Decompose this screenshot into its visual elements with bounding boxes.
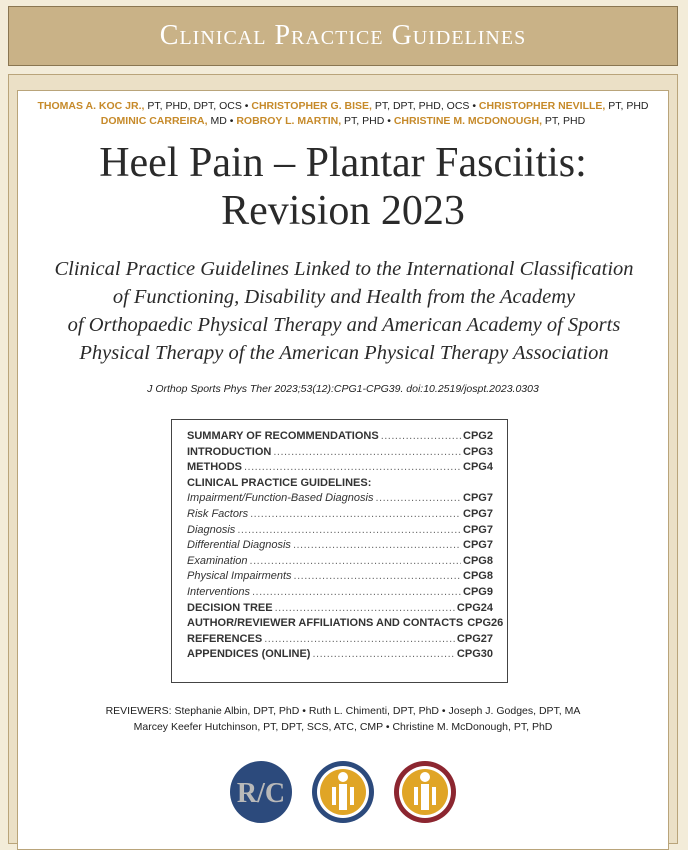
toc-entry[interactable] [187,570,493,586]
author-name: THOMAS A. KOC JR., [37,100,145,112]
toc-label: SUMMARY OF RECOMMENDATIONS [187,430,379,442]
toc-page: CPG7 [463,492,493,505]
toc-entry[interactable] [187,617,504,633]
toc-label: Risk Factors [187,507,249,520]
toc-page: CPG26 [467,617,504,630]
banner-title: Clinical Practice Guidelines [159,20,527,51]
toc-entry[interactable] [187,539,493,555]
author-credentials: PT, PHD [341,115,385,127]
author-name: CHRISTINE M. MCDONOUGH, [393,115,542,127]
aopt-logo [310,759,376,825]
aopt-logo-bar-left [332,787,336,805]
toc-label: DECISION TREE [187,601,273,614]
toc-page: CPG3 [463,445,493,458]
subtitle-line-1: Clinical Practice Guidelines Linked to the International Classification [54,258,634,280]
subtitle-line-2: of Functioning, Disability and Health from the Academy [112,286,576,308]
toc-page: CPG8 [463,554,493,567]
author-separator: • [241,100,252,112]
author-name: CHRISTOPHER G. BISE, [251,100,372,112]
aaspt-logo [392,759,458,825]
toc-leader [375,492,461,504]
title-line-2: Revision 2023 [221,188,465,234]
header-banner [8,6,678,66]
aopt-logo-bar-right [350,787,354,805]
reviewers-line-2: Marcey Keefer Hutchinson, PT, DPT, SCS, ATC, CMP • Christine M. McDonough, PT, PhD [133,721,553,733]
author-line-1 [18,99,668,114]
toc-leader [264,633,455,645]
toc-leader [273,446,461,458]
toc-entry[interactable] [187,430,493,446]
author-separator: • [469,100,479,112]
toc-entry[interactable] [187,555,493,571]
aaspt-logo-bar-right [432,787,436,805]
toc-leader [381,430,461,442]
author-credentials: PT, PHD [605,100,649,112]
toc-leader [294,570,461,582]
toc-leader [293,539,461,551]
logo-row [18,759,668,827]
toc-label: Differential Diagnosis [187,539,291,552]
toc-label: Interventions [187,585,250,598]
subtitle-line-3: of Orthopaedic Physical Therapy and American Academy of Sports [67,314,621,336]
toc-entry[interactable] [187,524,493,540]
toc-page: CPG8 [463,570,493,583]
toc-leader [244,461,461,473]
toc-label: INTRODUCTION [187,445,272,458]
table-of-contents [171,419,508,683]
toc-leader [250,508,461,520]
toc-leader [237,524,461,536]
toc-page: CPG27 [456,632,493,645]
reviewers [18,703,668,735]
author-credentials: PT, DPT, PHD, OCS [371,100,470,112]
aopt-logo-body [339,784,347,810]
subtitle-line-4: Physical Therapy of the American Physical Therapy Association [79,342,609,364]
toc-entry[interactable] [187,648,493,664]
toc-label: CLINICAL PRACTICE GUIDELINES: [187,476,372,489]
aopt-logo-head [338,772,348,782]
toc-page: CPG24 [456,601,493,614]
author-line-2 [18,114,668,129]
toc-label: Impairment/Function-Based Diagnosis [187,492,374,505]
toc-entry[interactable] [187,492,493,508]
author-separator: • [226,115,237,127]
toc-entry[interactable] [187,461,493,477]
toc-page: CPG7 [463,523,493,536]
toc-page: CPG30 [456,648,493,661]
toc-page: CPG7 [463,539,493,552]
toc-label: REFERENCES [187,632,263,645]
citation: J Orthop Sports Phys Ther 2023;53(12):CPG1-CPG39. doi:10.2519/jospt.2023.0303 [147,383,539,395]
author-name: DOMINIC CARREIRA, [100,115,208,127]
toc-leader [312,648,454,660]
aaspt-logo-body [421,784,429,810]
toc-entry[interactable] [187,602,493,618]
title-line-1: Heel Pain – Plantar Fasciitis: [99,140,587,186]
toc-entry[interactable] [187,508,493,524]
author-name: CHRISTOPHER NEVILLE, [478,100,606,112]
toc-entry[interactable] [187,446,493,462]
toc-label: Diagnosis [187,523,236,536]
author-credentials: PT, PHD [542,115,586,127]
author-credentials: MD [207,115,227,127]
author-name: ROBROY L. MARTIN, [236,115,342,127]
toc-page: CPG4 [463,461,493,474]
rc-logo-text: R/C [236,778,286,809]
author-separator: • [384,115,394,127]
toc-entry[interactable] [187,477,493,493]
toc-entry[interactable] [187,633,493,649]
rc-logo [228,759,294,825]
toc-leader [252,586,461,598]
toc-label: Examination [187,554,248,567]
toc-page: CPG2 [463,430,493,442]
toc-leader [250,555,461,567]
author-list [18,99,668,129]
toc-entry[interactable] [187,586,493,602]
toc-label: APPENDICES (ONLINE) [187,648,311,661]
aaspt-logo-bar-left [414,787,418,805]
subtitle [28,255,660,367]
reviewers-line-1: REVIEWERS: Stephanie Albin, DPT, PhD • Ruth L. Chimenti, DPT, PhD • Joseph J. Godges, DPT, MA [105,705,581,717]
toc-page: CPG7 [463,507,493,520]
aaspt-logo-head [420,772,430,782]
document-page [17,90,669,850]
author-credentials: PT, PHD, DPT, OCS [144,100,242,112]
toc-label: AUTHOR/REVIEWER AFFILIATIONS AND CONTACTS [187,617,464,630]
page-title [18,139,668,235]
toc-label: Physical Impairments [187,570,292,583]
toc-page: CPG9 [463,585,493,598]
toc-leader [275,602,455,614]
toc-label: METHODS [187,461,242,474]
